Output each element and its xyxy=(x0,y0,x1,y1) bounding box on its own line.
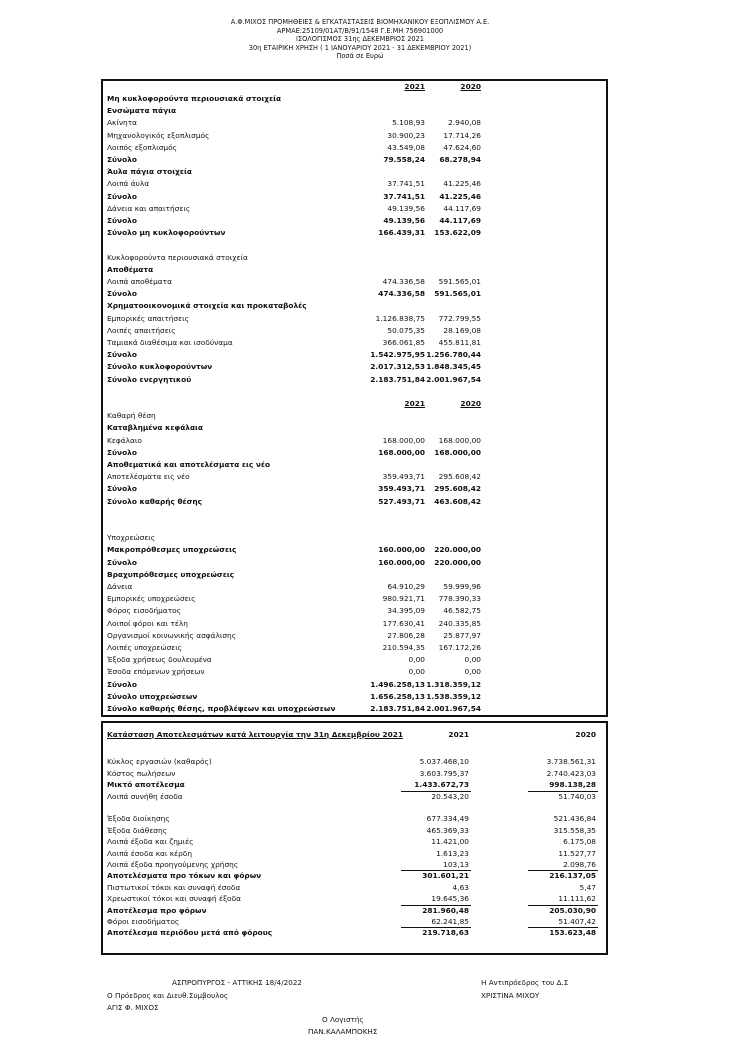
value-2021: 49.139,56 xyxy=(383,216,425,225)
value-2021: 219.718,63 xyxy=(422,928,469,938)
total-rule xyxy=(528,791,598,792)
row-label: Σύνολο xyxy=(107,216,137,225)
total-rule xyxy=(401,905,471,906)
value-2020: 591.565,01 xyxy=(438,277,481,286)
fiscal-period: 30η ΕΤΑΙΡΙΚΗ ΧΡΗΣΗ ( 1 ΙΑΝΟΥΑΡΙΟΥ 2021 - 31 ΔΕΚΕΜΒΡΙΟΥ 2021) xyxy=(248,43,472,52)
row-label: Μακροπρόθεσμες υποχρεώσεις xyxy=(107,545,237,555)
income-statement-box xyxy=(101,721,608,955)
value-2020: 1.318.359,12 xyxy=(426,679,481,689)
value-2021: 359.493,71 xyxy=(382,472,425,482)
value-2020: 153.623,48 xyxy=(549,928,596,938)
row-label: Σύνολο xyxy=(107,447,137,457)
value-2020: 51.740,03 xyxy=(558,791,596,801)
value-2021: 281.960,48 xyxy=(422,905,469,915)
statement-row xyxy=(103,166,606,178)
statement-row xyxy=(103,532,606,544)
row-label: Σύνολο xyxy=(107,557,137,567)
statement-row xyxy=(103,215,606,227)
vice-president-name: ΧΡΙΣΤΙΝΑ ΜΙΧΟΥ xyxy=(481,991,540,1000)
statement-row xyxy=(103,105,606,117)
statement-row xyxy=(103,691,606,703)
row-label: Μικτό αποτέλεσμα xyxy=(107,780,185,790)
value-2021: 160.000,00 xyxy=(378,557,425,567)
value-2020: 46.582,75 xyxy=(443,606,481,616)
value-2021: 43.549,08 xyxy=(387,142,425,152)
total-rule xyxy=(401,927,471,928)
statement-row xyxy=(103,227,606,239)
value-2021: 30.900,23 xyxy=(387,130,425,140)
value-2020: 0,00 xyxy=(464,667,481,677)
statement-row xyxy=(103,313,606,325)
row-label: Λοιπά έξοδα προηγούμενης χρήσης xyxy=(107,860,239,869)
value-2021: 1.496.258,13 xyxy=(370,679,425,689)
statement-row xyxy=(103,374,606,386)
value-2021: 527.493,71 xyxy=(378,496,425,506)
total-rule xyxy=(401,791,471,792)
row-label: Σύνολο xyxy=(107,679,137,689)
spacer-row xyxy=(103,745,606,757)
value-2020: 11.527,77 xyxy=(558,848,596,858)
value-2020: 68.278,94 xyxy=(439,155,481,164)
total-rule xyxy=(528,927,598,928)
value-2021: 301.601,21 xyxy=(422,871,469,881)
column-header-row xyxy=(103,398,606,410)
row-label: Ενσώματα πάγια xyxy=(107,106,177,116)
statement-row xyxy=(103,483,606,495)
value-2020: 295.608,42 xyxy=(438,472,481,482)
balance-col-2021: 2021 xyxy=(404,82,425,91)
value-2020: 28.169,08 xyxy=(443,325,481,335)
value-2021: 20.543,20 xyxy=(431,791,469,801)
row-label: Λοιπά άυλα xyxy=(107,179,150,189)
statement-row xyxy=(103,142,606,154)
row-label: Λοιπές υποχρεώσεις xyxy=(107,643,183,652)
value-2021: 5.108,93 xyxy=(392,118,425,128)
statement-row xyxy=(103,203,606,215)
statement-row xyxy=(103,756,606,768)
income-header xyxy=(103,729,606,741)
value-2020: 168.000,00 xyxy=(434,447,481,457)
value-2021: 1.613,23 xyxy=(436,848,469,858)
value-2020: 778.390,33 xyxy=(438,594,481,604)
spacer-row xyxy=(103,386,606,398)
statement-row xyxy=(103,117,606,129)
value-2021: 4,63 xyxy=(452,882,469,892)
statement-row xyxy=(103,349,606,361)
vice-president-role: Η Αντιπρόεδρος του Δ.Σ xyxy=(481,978,569,987)
statement-row xyxy=(103,276,606,288)
value-2021: 474.336,58 xyxy=(382,277,425,286)
total-rule xyxy=(528,870,598,871)
value-2020: 220.000,00 xyxy=(434,545,481,555)
row-label: Φόροι εισοδήματος xyxy=(107,917,180,926)
row-label: Λοιπά συνήθη έσοδα xyxy=(107,791,183,801)
value-2021: 19.645,36 xyxy=(431,894,469,904)
income-col-2020: 2020 xyxy=(575,730,596,739)
value-2021: 465.369,33 xyxy=(426,825,469,835)
income-col-2021: 2021 xyxy=(448,730,469,739)
statement-row xyxy=(103,288,606,300)
value-2020: 1.538.359,12 xyxy=(426,691,481,701)
row-label: Έσοδα επόμενων χρήσεων xyxy=(107,667,205,677)
row-label: Κόστος πωλήσεων xyxy=(107,768,176,778)
value-2021: 168.000,00 xyxy=(378,447,425,457)
row-label: Ακίνητα xyxy=(107,118,138,128)
row-label: Ταμιακά διαθέσιμα και ισοδύναμα xyxy=(107,338,233,347)
value-2021: 27.806,28 xyxy=(387,630,425,640)
company-name: Α.Φ.ΜΙΧΟΣ ΠΡΟΜΗΘΕΙΕΣ & ΕΓΚΑΤΑΣΤΑΣΕΙΣ ΒΙΟΜΗΧΑΝΙΚΟΥ ΕΞΟΠΛΙΣΜΟΥ Α.Ε. xyxy=(230,18,490,26)
statement-row xyxy=(103,325,606,337)
row-label: Χρεωστικοί τόκοι και συναφή έξοδα xyxy=(107,894,241,904)
statement-row xyxy=(103,569,606,581)
currency-note: Ποσά σε Ευρώ xyxy=(336,52,384,61)
statement-row xyxy=(103,496,606,508)
statement-row xyxy=(103,666,606,678)
statement-row xyxy=(103,605,606,617)
value-2021: 37.741,51 xyxy=(383,191,425,201)
statement-row xyxy=(103,916,606,928)
statement-row xyxy=(103,618,606,630)
row-label: Σύνολο μη κυκλοφορούντων xyxy=(107,228,226,238)
value-2021: 34.395,09 xyxy=(387,606,425,616)
value-2020: 153.622,09 xyxy=(434,228,481,238)
value-2021: 103,13 xyxy=(443,860,469,869)
value-2020: 772.799,55 xyxy=(438,313,481,323)
income-title: Κατάσταση Αποτελεσμάτων κατά λειτουργία την 31η Δεκεμβρίου 2021 xyxy=(107,730,404,739)
row-label: Φόρος εισοδήματος xyxy=(107,606,182,616)
row-label: Σύνολο καθαρής θέσης, προβλέψεων και υποχρεώσεων xyxy=(107,704,336,713)
statement-row xyxy=(103,264,606,276)
row-label: Έξοδα διάθεσης xyxy=(107,825,168,835)
value-2020: 220.000,00 xyxy=(434,557,481,567)
registration-numbers: ΑΡΜΑΕ:25109/01ΑΤ/Β/91/1548 Γ.Ε.ΜΗ 756901000 xyxy=(276,26,444,35)
row-label: Σύνολο xyxy=(107,289,137,299)
value-2021: 366.061,85 xyxy=(382,338,425,347)
row-label: Λοιπά αποθέματα xyxy=(107,277,173,286)
statement-row xyxy=(103,557,606,569)
statement-row xyxy=(103,654,606,666)
row-label: Αποτέλεσμα προ φόρων xyxy=(107,905,207,915)
value-2020: 455.811,81 xyxy=(438,338,481,347)
spacer-row xyxy=(103,508,606,520)
value-2021: 677.334,49 xyxy=(426,814,469,824)
statement-row xyxy=(103,544,606,556)
value-2020: 1.848.345,45 xyxy=(426,362,481,372)
place-date: ΑΣΠΡΟΠΥΡΓΟΣ - ΑΤΤΙΚΗΣ 18/4/2022 xyxy=(172,978,302,987)
row-label: Σύνολο καθαρής θέσης xyxy=(107,496,203,506)
statement-row xyxy=(103,893,606,905)
statement-row xyxy=(103,447,606,459)
value-2020: 41.225,46 xyxy=(439,191,481,201)
statement-row xyxy=(103,361,606,373)
value-2021: 1.433.672,73 xyxy=(414,780,469,790)
row-label: Άυλα πάγια στοιχεία xyxy=(107,167,192,177)
row-label: Σύνολο ενεργητικού xyxy=(107,374,192,384)
value-2021: 1.126.838,75 xyxy=(375,313,425,323)
value-2020: 11.111,62 xyxy=(558,894,596,904)
statement-row xyxy=(103,130,606,142)
accountant-name: ΠΑΝ.ΚΑΛΑΜΠΟΚΗΣ xyxy=(308,1027,378,1036)
row-label: Εμπορικές απαιτήσεις xyxy=(107,313,189,323)
row-label: Λοιπά έσοδα και κέρδη xyxy=(107,848,193,858)
value-2020: 2.740.423,03 xyxy=(546,768,596,778)
value-2020: 168.000,00 xyxy=(438,435,481,445)
statement-row xyxy=(103,779,606,791)
row-label: Υποχρεώσεις xyxy=(107,533,156,543)
value-2020: 41.225,46 xyxy=(443,179,481,189)
row-label: Αποτέλεσμα περιόδου μετά από φόρους xyxy=(107,928,273,938)
statement-row xyxy=(103,848,606,860)
row-label: Δάνεια και απαιτήσεις xyxy=(107,203,191,213)
value-2020: 240.335,85 xyxy=(438,618,481,628)
row-label: Σύνολο xyxy=(107,155,137,164)
value-2020: 315.558,35 xyxy=(553,825,596,835)
value-2020: 2.940,08 xyxy=(448,118,481,128)
row-label: Έξοδα χρήσεως δουλευμένα xyxy=(107,655,212,665)
total-rule xyxy=(528,905,598,906)
value-2021: 2.017.312,53 xyxy=(370,362,425,372)
row-label: Κυκλοφορούντα περιουσιακά στοιχεία xyxy=(107,252,248,262)
value-2021: 62.241,85 xyxy=(431,917,469,926)
row-label: Λοιπά έξοδα και ζημιές xyxy=(107,837,194,847)
statement-row xyxy=(103,836,606,848)
value-2020: 998.138,28 xyxy=(549,780,596,790)
value-2020: 44.117,69 xyxy=(443,203,481,213)
statement-row xyxy=(103,422,606,434)
statement-row xyxy=(103,93,606,105)
statement-row xyxy=(103,178,606,190)
value-2021: 2.183.751,84 xyxy=(370,704,425,713)
row-label: Κεφάλαιο xyxy=(107,435,142,445)
value-2021: 980.921,71 xyxy=(382,594,425,604)
statement-row xyxy=(103,882,606,894)
value-2021: 166.439,31 xyxy=(378,228,425,238)
value-2020: 5,47 xyxy=(579,882,596,892)
row-label: Πιστωτικοί τόκοι και συναφή έσοδα xyxy=(107,882,241,892)
row-label: Αποτελέσματα εις νέο xyxy=(107,472,190,482)
value-2020: 3.738.561,31 xyxy=(546,757,596,767)
value-2020: 591.565,01 xyxy=(434,289,481,299)
statement-row xyxy=(103,905,606,917)
row-label: Σύνολο xyxy=(107,191,137,201)
statement-row xyxy=(103,435,606,447)
value-2020: 1.256.780,44 xyxy=(426,350,481,360)
value-2020: 25.877,97 xyxy=(443,630,481,640)
value-2021: 210.594,35 xyxy=(382,643,425,652)
value-2020: 205.030,90 xyxy=(549,905,596,915)
statement-row xyxy=(103,191,606,203)
row-label: Καταβλημένα κεφάλαια xyxy=(107,423,203,433)
president-name: ΑΓΙΣ Φ. ΜΙΧΟΣ xyxy=(107,1003,159,1012)
row-label: Σύνολο κυκλοφορούντων xyxy=(107,362,213,372)
value-2021: 50.075,35 xyxy=(387,325,425,335)
value-2021: 177.630,41 xyxy=(382,618,425,628)
balance-sheet-box xyxy=(101,79,608,717)
row-label: Σύνολο υποχρεώσεων xyxy=(107,691,198,701)
statement-row xyxy=(103,927,606,939)
statement-row xyxy=(103,825,606,837)
row-label: Σύνολο xyxy=(107,484,137,494)
value-2020: 2.001.967,54 xyxy=(426,704,481,713)
statement-row xyxy=(103,337,606,349)
row-label: Αποτελέσματα προ τόκων και φόρων xyxy=(107,871,262,881)
value-2020: 47.624,60 xyxy=(443,142,481,152)
value-2021: 5.037.468,10 xyxy=(419,757,469,767)
statement-row xyxy=(103,410,606,422)
statement-row xyxy=(103,593,606,605)
statement-row xyxy=(103,471,606,483)
value-2020: 6.175,08 xyxy=(563,837,596,847)
value-2020: 2020 xyxy=(460,399,481,408)
row-label: Σύνολο xyxy=(107,350,137,360)
accountant-role: Ο Λογιστής xyxy=(322,1015,364,1024)
value-2020: 216.137,05 xyxy=(549,871,596,881)
value-2021: 359.493,71 xyxy=(378,484,425,494)
statement-row xyxy=(103,642,606,654)
row-label: Λοιπός εξοπλισμός xyxy=(107,142,177,152)
row-label: Εμπορικές υποχρεώσεις xyxy=(107,594,196,604)
value-2021: 0,00 xyxy=(408,655,425,665)
value-2021: 11.421,00 xyxy=(431,837,469,847)
row-label: Δάνεια xyxy=(107,582,133,591)
row-label: Μηχανολογικός εξοπλισμός xyxy=(107,130,210,140)
balance-sheet-title: ΙΣΟΛΟΓΙΣΜΟΣ 31ης ΔΕΚΕΜΒΡΙΟΣ 2021 xyxy=(296,35,424,44)
value-2020: 51.407,42 xyxy=(558,917,596,926)
row-label: Αποθεματικά και αποτελέσματα εις νέο xyxy=(107,460,271,469)
document-header xyxy=(0,18,720,61)
statement-row xyxy=(103,630,606,642)
balance-column-header xyxy=(103,81,606,93)
statement-row xyxy=(103,252,606,264)
row-label: Λοιποί φόροι και τέλη xyxy=(107,618,188,628)
value-2021: 168.000,00 xyxy=(382,435,425,445)
value-2020: 17.714,26 xyxy=(443,130,481,140)
value-2020: 295.608,42 xyxy=(434,484,481,494)
row-label: Κύκλος εργασιών (καθαρός) xyxy=(107,757,212,767)
row-label: Έξοδα διοίκησης xyxy=(107,814,170,824)
row-label: Καθαρή θέση xyxy=(107,411,156,421)
value-2021: 79.558,24 xyxy=(383,155,425,164)
value-2020: 2.001.967,54 xyxy=(426,374,481,384)
row-label: Λοιπές απαιτήσεις xyxy=(107,325,176,335)
row-label: Βραχυπρόθεσμες υποχρεώσεις xyxy=(107,569,235,579)
value-2021: 474.336,58 xyxy=(378,289,425,299)
statement-row xyxy=(103,300,606,312)
value-2020: 44.117,69 xyxy=(439,216,481,225)
value-2020: 0,00 xyxy=(464,655,481,665)
value-2020: 463.608,42 xyxy=(434,496,481,506)
value-2021: 49.139,56 xyxy=(387,203,425,213)
statement-row xyxy=(103,154,606,166)
value-2020: 167.172,26 xyxy=(438,643,481,652)
statement-row xyxy=(103,813,606,825)
statement-row xyxy=(103,581,606,593)
spacer-row xyxy=(103,802,606,814)
statement-row xyxy=(103,703,606,715)
statement-row xyxy=(103,459,606,471)
balance-col-2020: 2020 xyxy=(460,82,481,91)
row-label: Αποθέματα xyxy=(107,264,154,274)
total-rule xyxy=(401,870,471,871)
row-label: Χρηματοοικονομικά στοιχεία και προκαταβολές xyxy=(107,301,307,311)
statement-row xyxy=(103,859,606,871)
row-label: Οργανισμοί κοινωνικής ασφάλισης xyxy=(107,630,237,640)
value-2021: 1.656.258,13 xyxy=(370,691,425,701)
president-role: Ο Πρόεδρος και Διευθ.Συμβουλος xyxy=(107,991,229,1000)
row-label: Μη κυκλοφορούντα περιουσιακά στοιχεία xyxy=(107,94,282,103)
value-2021: 2.183.751,84 xyxy=(370,374,425,384)
statement-row xyxy=(103,870,606,882)
value-2021: 2021 xyxy=(404,399,425,408)
value-2021: 3.603.795,37 xyxy=(419,768,469,778)
statement-row xyxy=(103,768,606,780)
value-2021: 37.741,51 xyxy=(387,179,425,189)
spacer-row xyxy=(103,520,606,532)
statement-row xyxy=(103,791,606,803)
value-2021: 64.910,29 xyxy=(387,582,425,591)
value-2021: 160.000,00 xyxy=(378,545,425,555)
value-2020: 2.098,76 xyxy=(563,860,596,869)
value-2021: 1.542.975,95 xyxy=(370,350,425,360)
statement-row xyxy=(103,679,606,691)
value-2021: 0,00 xyxy=(408,667,425,677)
value-2020: 59.999,96 xyxy=(443,582,481,591)
spacer-row xyxy=(103,239,606,251)
value-2020: 521.436,84 xyxy=(553,814,596,824)
